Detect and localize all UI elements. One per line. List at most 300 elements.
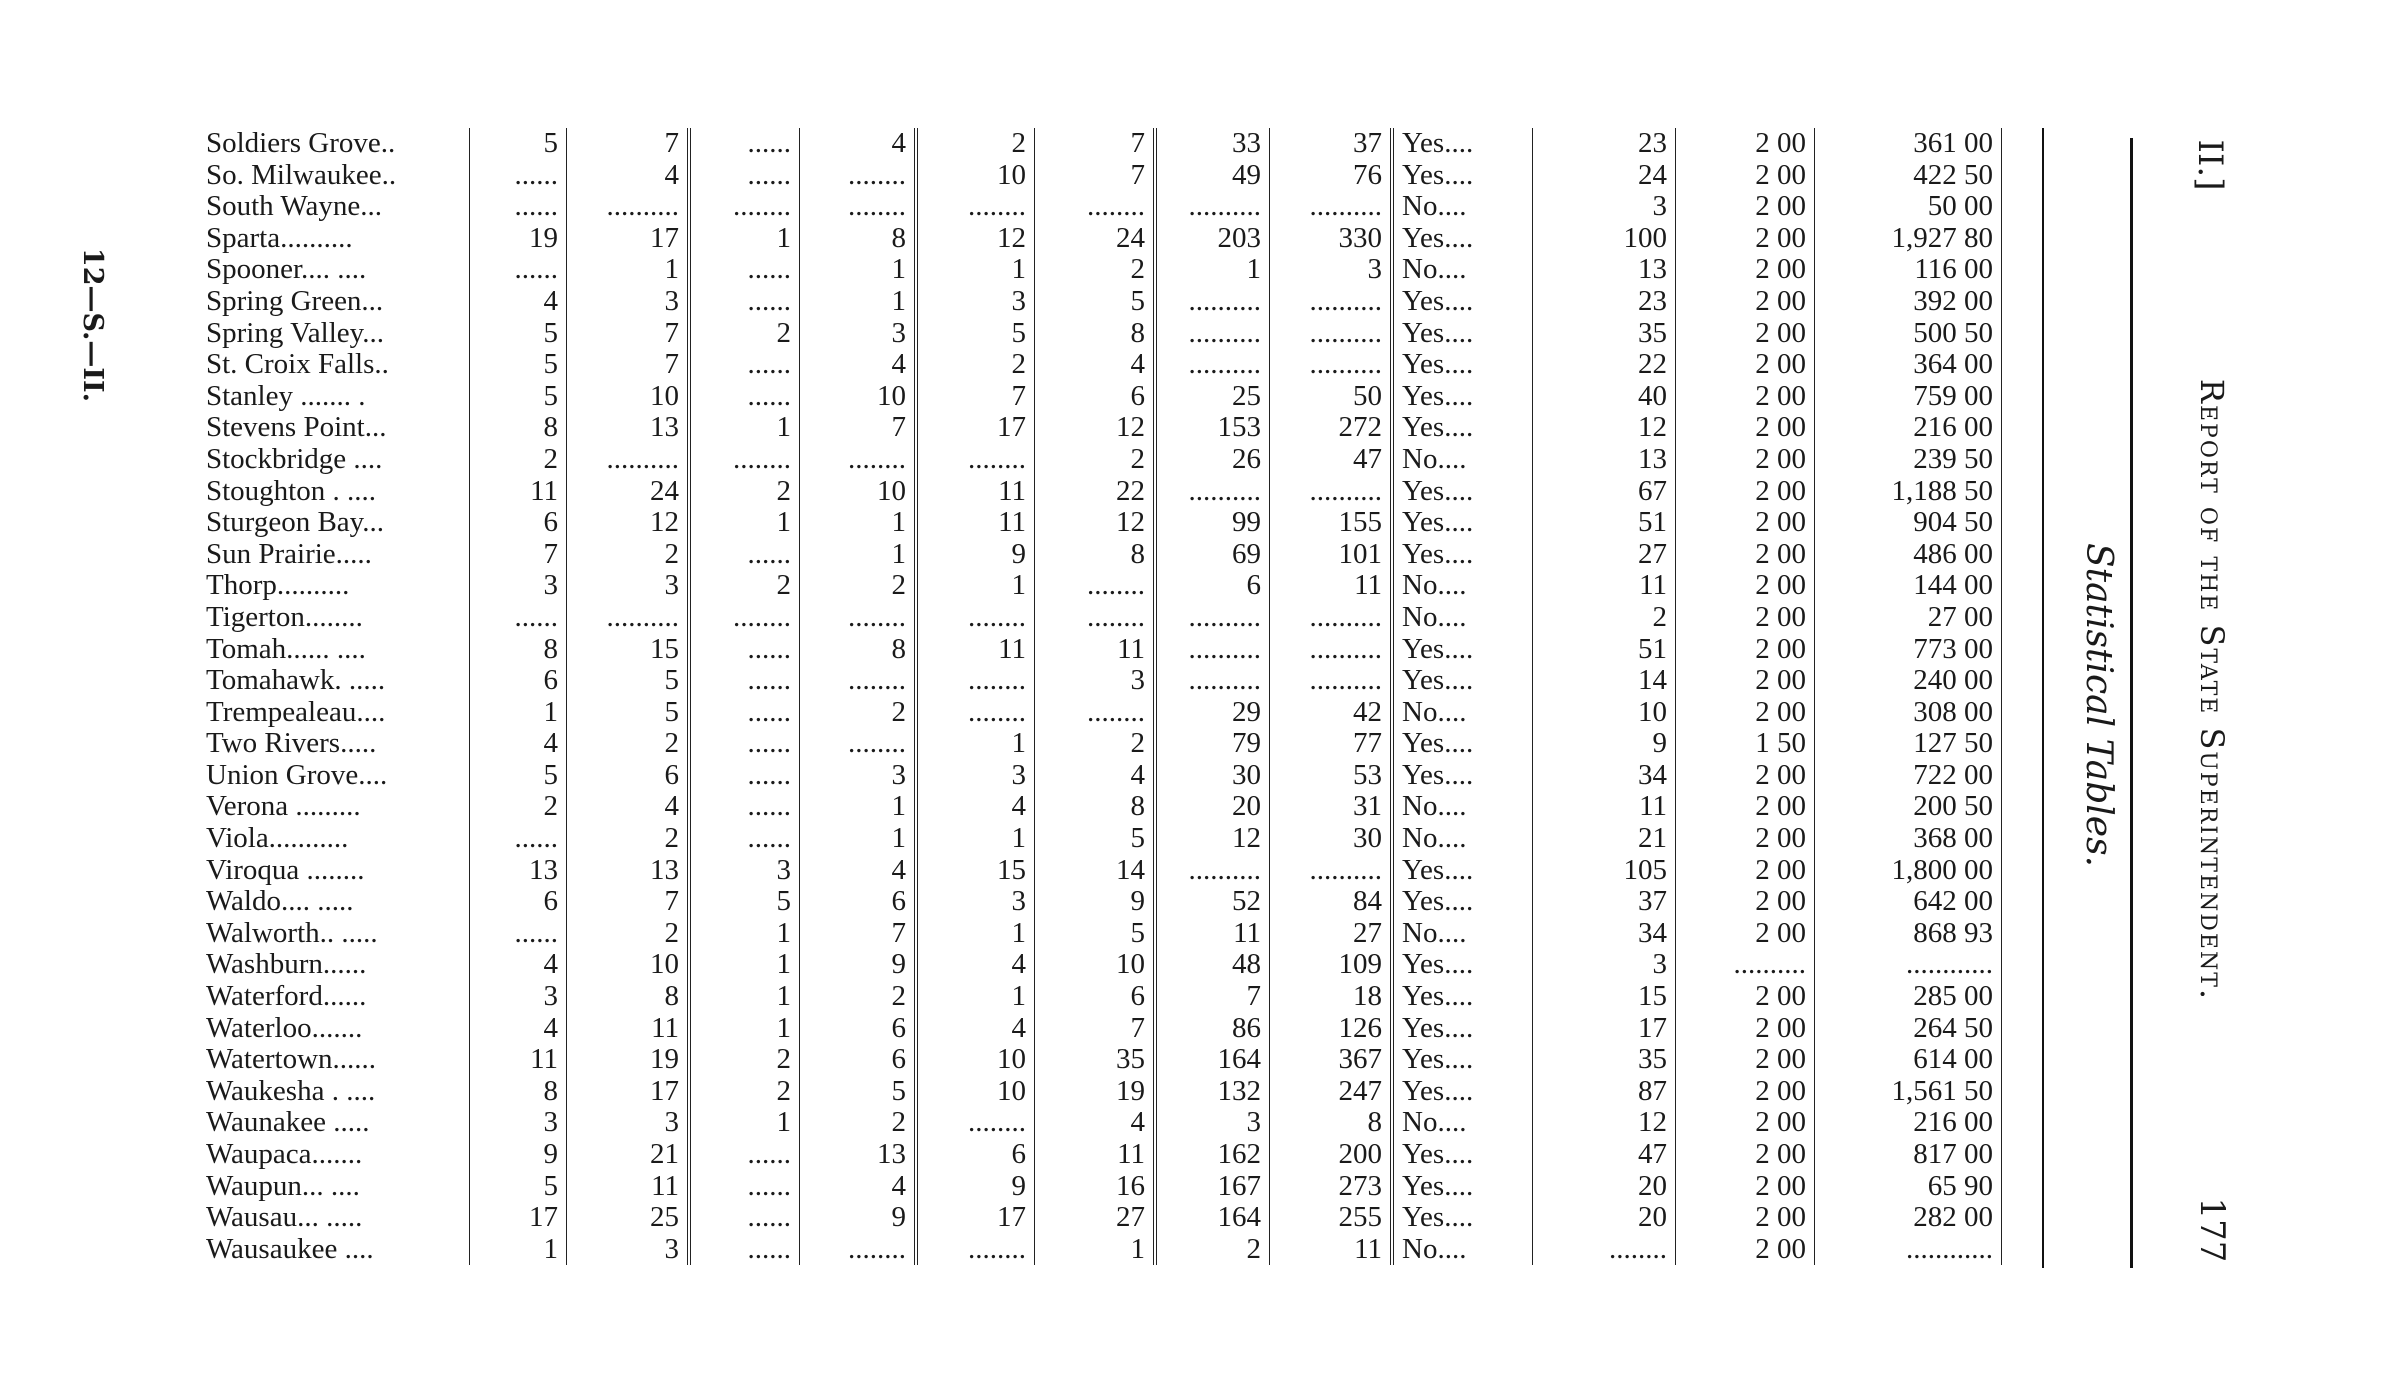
table-row	[200, 160, 2002, 192]
cell-col-10: 37	[1533, 886, 1676, 918]
cell-col-7: 12	[1155, 823, 1270, 855]
cell-rate: 2 00	[1676, 634, 1815, 666]
cell-col-1: 3	[470, 570, 567, 602]
header-rule	[2130, 138, 2133, 1268]
cell-col-4: 2	[800, 570, 917, 602]
table-row	[200, 318, 2002, 350]
town-name: Trempealeau....	[206, 695, 386, 728]
cell-col-2: 17	[567, 223, 690, 255]
cell-col-7: 164	[1155, 1202, 1270, 1234]
table-row	[200, 981, 2002, 1013]
cell-col-2: 8	[567, 981, 690, 1013]
cell-col-8: 30	[1270, 823, 1393, 855]
cell-col-7: 162	[1155, 1139, 1270, 1171]
cell-col-10: 20	[1533, 1202, 1676, 1234]
cell-col-10: 51	[1533, 634, 1676, 666]
cell-col-6: 8	[1035, 539, 1156, 571]
cell-col-8: 101	[1270, 539, 1393, 571]
cell-col-2: 3	[567, 570, 690, 602]
cell-col-10: 9	[1533, 728, 1676, 760]
cell-col-2: 5	[567, 697, 690, 729]
town-name: Sun Prairie.....	[206, 537, 372, 570]
cell-col-8: 53	[1270, 760, 1393, 792]
cell-col-6: 10	[1035, 949, 1156, 981]
cell-col-3: 2	[689, 1044, 800, 1076]
cell-col-8: ..........	[1270, 286, 1393, 318]
town-name: Spring Green...	[206, 284, 384, 317]
cell-col-8: 42	[1270, 697, 1393, 729]
cell-rate: 2 00	[1676, 602, 1815, 634]
cell-col-3: ......	[689, 381, 800, 413]
cell-col-3: 1	[689, 507, 800, 539]
cell-amount: 1,188 50	[1815, 476, 2002, 508]
cell-col-5: 10	[916, 1076, 1035, 1108]
cell-col-10: 27	[1533, 539, 1676, 571]
cell-col-6: 12	[1035, 412, 1156, 444]
town-name: Sturgeon Bay...	[206, 506, 385, 539]
cell-yes-no: Yes....	[1392, 349, 1533, 381]
cell-col-10: 11	[1533, 570, 1676, 602]
cell-col-10: 35	[1533, 318, 1676, 350]
cell-col-8: 27	[1270, 918, 1393, 950]
cell-amount: 368 00	[1815, 823, 2002, 855]
cell-col-7: ..........	[1155, 855, 1270, 887]
cell-col-4: 4	[800, 349, 917, 381]
cell-col-1: ......	[470, 823, 567, 855]
cell-col-7: 11	[1155, 918, 1270, 950]
vertical-rule	[2042, 128, 2044, 1268]
cell-col-4: 5	[800, 1076, 917, 1108]
cell-col-3: 1	[689, 949, 800, 981]
cell-amount: 817 00	[1815, 1139, 2002, 1171]
cell-amount: 308 00	[1815, 697, 2002, 729]
cell-col-6: 7	[1035, 128, 1156, 160]
cell-col-10: 34	[1533, 918, 1676, 950]
cell-col-8: 109	[1270, 949, 1393, 981]
cell-rate: 2 00	[1676, 128, 1815, 160]
cell-col-8: 272	[1270, 412, 1393, 444]
page-number: 177	[2192, 1197, 2232, 1263]
cell-col-8: 8	[1270, 1107, 1393, 1139]
cell-col-2: 1	[567, 254, 690, 286]
cell-col-8: 255	[1270, 1202, 1393, 1234]
cell-amount: 642 00	[1815, 886, 2002, 918]
cell-col-5: 4	[916, 949, 1035, 981]
table-row	[200, 728, 2002, 760]
cell-col-10: 87	[1533, 1076, 1676, 1108]
cell-col-5: 10	[916, 160, 1035, 192]
cell-amount: 904 50	[1815, 507, 2002, 539]
cell-col-1: 7	[470, 539, 567, 571]
cell-col-8: 247	[1270, 1076, 1393, 1108]
cell-col-3: ........	[689, 191, 800, 223]
cell-col-7: ..........	[1155, 286, 1270, 318]
cell-col-8: 84	[1270, 886, 1393, 918]
cell-amount: 239 50	[1815, 444, 2002, 476]
cell-col-5: 17	[916, 1202, 1035, 1234]
cell-col-3: ......	[689, 1171, 800, 1203]
table-row	[200, 539, 2002, 571]
cell-col-10: 15	[1533, 981, 1676, 1013]
cell-amount: 216 00	[1815, 412, 2002, 444]
cell-col-2: 21	[567, 1139, 690, 1171]
cell-amount: ............	[1815, 1234, 2002, 1266]
cell-col-3: 2	[689, 318, 800, 350]
cell-amount: 486 00	[1815, 539, 2002, 571]
cell-col-10: 11	[1533, 791, 1676, 823]
cell-col-5: 3	[916, 286, 1035, 318]
cell-col-4: 1	[800, 286, 917, 318]
cell-col-8: 50	[1270, 381, 1393, 413]
cell-col-1: 4	[470, 728, 567, 760]
cell-col-10: 23	[1533, 128, 1676, 160]
cell-col-8: 330	[1270, 223, 1393, 255]
table-row	[200, 602, 2002, 634]
cell-col-1: ......	[470, 602, 567, 634]
cell-col-2: 2	[567, 539, 690, 571]
cell-col-2: ..........	[567, 191, 690, 223]
cell-rate: 2 00	[1676, 1139, 1815, 1171]
cell-col-2: 25	[567, 1202, 690, 1234]
cell-col-8: 273	[1270, 1171, 1393, 1203]
cell-col-5: 3	[916, 760, 1035, 792]
cell-amount: 282 00	[1815, 1202, 2002, 1234]
table-row	[200, 254, 2002, 286]
cell-col-6: 4	[1035, 349, 1156, 381]
town-name: Tigerton........	[206, 600, 363, 633]
town-name: Walworth.. .....	[206, 916, 378, 949]
cell-col-10: 34	[1533, 760, 1676, 792]
cell-col-3: 2	[689, 570, 800, 602]
cell-col-6: 8	[1035, 318, 1156, 350]
cell-amount: 50 00	[1815, 191, 2002, 223]
cell-col-2: 7	[567, 128, 690, 160]
cell-col-8: ..........	[1270, 634, 1393, 666]
cell-col-7: ..........	[1155, 349, 1270, 381]
table-row	[200, 223, 2002, 255]
cell-col-6: 12	[1035, 507, 1156, 539]
town-name: Tomahawk. .....	[206, 664, 386, 697]
cell-col-6: 7	[1035, 1013, 1156, 1045]
cell-col-6: 4	[1035, 760, 1156, 792]
cell-yes-no: Yes....	[1392, 223, 1533, 255]
cell-amount: 240 00	[1815, 665, 2002, 697]
cell-col-1: 4	[470, 1013, 567, 1045]
cell-col-2: 11	[567, 1013, 690, 1045]
cell-col-8: 155	[1270, 507, 1393, 539]
cell-amount: 1,927 80	[1815, 223, 2002, 255]
town-name: Wausau... .....	[206, 1201, 363, 1234]
cell-col-1: 6	[470, 665, 567, 697]
cell-col-1: 9	[470, 1139, 567, 1171]
cell-amount: 65 90	[1815, 1171, 2002, 1203]
cell-amount: 216 00	[1815, 1107, 2002, 1139]
cell-col-7: 52	[1155, 886, 1270, 918]
cell-col-3: ........	[689, 444, 800, 476]
cell-col-6: ........	[1035, 570, 1156, 602]
cell-col-10: 21	[1533, 823, 1676, 855]
table-row	[200, 1202, 2002, 1234]
cell-col-8: ..........	[1270, 665, 1393, 697]
cell-col-5: 1	[916, 254, 1035, 286]
cell-col-10: 51	[1533, 507, 1676, 539]
cell-col-4: 6	[800, 1013, 917, 1045]
cell-col-4: 3	[800, 760, 917, 792]
cell-yes-no: No....	[1392, 697, 1533, 729]
cell-col-7: 26	[1155, 444, 1270, 476]
cell-col-6: 8	[1035, 791, 1156, 823]
cell-col-3: 5	[689, 886, 800, 918]
cell-yes-no: Yes....	[1392, 1139, 1533, 1171]
cell-yes-no: Yes....	[1392, 855, 1533, 887]
cell-col-4: ........	[800, 191, 917, 223]
cell-col-10: 20	[1533, 1171, 1676, 1203]
cell-col-7: 153	[1155, 412, 1270, 444]
table-row	[200, 1107, 2002, 1139]
cell-col-2: 4	[567, 160, 690, 192]
cell-amount: 200 50	[1815, 791, 2002, 823]
cell-rate: 2 00	[1676, 760, 1815, 792]
cell-col-7: 132	[1155, 1076, 1270, 1108]
cell-col-5: ........	[916, 602, 1035, 634]
cell-rate: 2 00	[1676, 823, 1815, 855]
town-name: South Wayne...	[206, 190, 382, 223]
cell-col-10: 2	[1533, 602, 1676, 634]
cell-col-7: ..........	[1155, 665, 1270, 697]
cell-rate: 2 00	[1676, 160, 1815, 192]
cell-rate: 2 00	[1676, 254, 1815, 286]
cell-amount: 392 00	[1815, 286, 2002, 318]
cell-col-3: 1	[689, 918, 800, 950]
cell-col-5: 5	[916, 318, 1035, 350]
cell-col-5: 15	[916, 855, 1035, 887]
cell-col-4: 10	[800, 381, 917, 413]
cell-col-1: 5	[470, 381, 567, 413]
cell-col-6: 14	[1035, 855, 1156, 887]
cell-col-3: 3	[689, 855, 800, 887]
cell-yes-no: Yes....	[1392, 476, 1533, 508]
cell-col-10: 10	[1533, 697, 1676, 729]
cell-col-1: 5	[470, 349, 567, 381]
cell-amount: 285 00	[1815, 981, 2002, 1013]
cell-col-4: 2	[800, 697, 917, 729]
cell-col-3: ......	[689, 728, 800, 760]
cell-col-7: 164	[1155, 1044, 1270, 1076]
cell-amount: 773 00	[1815, 634, 2002, 666]
cell-col-8: 200	[1270, 1139, 1393, 1171]
table-row	[200, 1171, 2002, 1203]
cell-rate: 2 00	[1676, 1202, 1815, 1234]
cell-col-7: 7	[1155, 981, 1270, 1013]
cell-col-10: 12	[1533, 1107, 1676, 1139]
town-name: Waukesha . ....	[206, 1074, 376, 1107]
cell-col-2: 3	[567, 286, 690, 318]
cell-amount: 1,561 50	[1815, 1076, 2002, 1108]
cell-col-10: 17	[1533, 1013, 1676, 1045]
cell-col-4: ........	[800, 665, 917, 697]
cell-rate: 2 00	[1676, 1013, 1815, 1045]
town-name: Waunakee .....	[206, 1106, 370, 1139]
cell-col-7: 20	[1155, 791, 1270, 823]
town-name: Stoughton . ....	[206, 474, 376, 507]
cell-col-2: 7	[567, 886, 690, 918]
cell-col-5: 7	[916, 381, 1035, 413]
header-part-number: II.]	[2190, 139, 2230, 191]
cell-col-4: 1	[800, 791, 917, 823]
cell-col-7: ..........	[1155, 476, 1270, 508]
cell-col-6: 5	[1035, 823, 1156, 855]
cell-col-7: 69	[1155, 539, 1270, 571]
cell-col-3: ......	[689, 791, 800, 823]
cell-yes-no: No....	[1392, 1107, 1533, 1139]
cell-yes-no: Yes....	[1392, 412, 1533, 444]
town-name: Viroqua ........	[206, 853, 365, 886]
cell-yes-no: Yes....	[1392, 128, 1533, 160]
cell-col-6: 3	[1035, 665, 1156, 697]
cell-col-4: ........	[800, 444, 917, 476]
cell-col-4: 4	[800, 1171, 917, 1203]
cell-amount: 116 00	[1815, 254, 2002, 286]
cell-col-2: 13	[567, 412, 690, 444]
cell-col-10: 22	[1533, 349, 1676, 381]
cell-col-5: 12	[916, 223, 1035, 255]
cell-col-6: 7	[1035, 160, 1156, 192]
cell-col-4: 2	[800, 1107, 917, 1139]
cell-amount: 868 93	[1815, 918, 2002, 950]
signature-mark: 12—S.—II.	[77, 247, 108, 403]
cell-col-6: 6	[1035, 981, 1156, 1013]
table-row	[200, 855, 2002, 887]
cell-col-6: 2	[1035, 444, 1156, 476]
town-name: Waupun... ....	[206, 1169, 360, 1202]
town-name: Sparta..........	[206, 221, 353, 254]
cell-rate: 2 00	[1676, 444, 1815, 476]
cell-col-5: 1	[916, 823, 1035, 855]
cell-yes-no: No....	[1392, 918, 1533, 950]
cell-col-5: 4	[916, 1013, 1035, 1045]
cell-col-7: 29	[1155, 697, 1270, 729]
cell-rate: 2 00	[1676, 286, 1815, 318]
table-row	[200, 949, 2002, 981]
cell-col-7: ..........	[1155, 318, 1270, 350]
cell-col-6: 22	[1035, 476, 1156, 508]
cell-col-1: 8	[470, 412, 567, 444]
table-row	[200, 823, 2002, 855]
town-name: Union Grove....	[206, 758, 388, 791]
cell-col-3: 1	[689, 981, 800, 1013]
cell-col-3: ......	[689, 254, 800, 286]
cell-col-1: 13	[470, 855, 567, 887]
table-row	[200, 760, 2002, 792]
cell-col-8: 11	[1270, 570, 1393, 602]
cell-col-3: ........	[689, 602, 800, 634]
cell-rate: 2 00	[1676, 318, 1815, 350]
cell-col-5: 6	[916, 1139, 1035, 1171]
cell-col-10: 3	[1533, 949, 1676, 981]
cell-amount: 614 00	[1815, 1044, 2002, 1076]
cell-yes-no: No....	[1392, 1234, 1533, 1266]
table-row	[200, 1139, 2002, 1171]
cell-col-7: 33	[1155, 128, 1270, 160]
cell-rate: 2 00	[1676, 539, 1815, 571]
table-row	[200, 349, 2002, 381]
cell-col-10: 13	[1533, 254, 1676, 286]
table-row	[200, 128, 2002, 160]
cell-col-4: 13	[800, 1139, 917, 1171]
cell-rate: 2 00	[1676, 1044, 1815, 1076]
cell-yes-no: Yes....	[1392, 665, 1533, 697]
cell-col-4: 8	[800, 223, 917, 255]
cell-col-1: 11	[470, 1044, 567, 1076]
table-row	[200, 570, 2002, 602]
cell-col-1: 1	[470, 697, 567, 729]
cell-col-1: 5	[470, 1171, 567, 1203]
cell-rate: 2 00	[1676, 349, 1815, 381]
cell-col-1: 17	[470, 1202, 567, 1234]
cell-col-5: ........	[916, 697, 1035, 729]
cell-col-8: 11	[1270, 1234, 1393, 1266]
cell-col-2: 2	[567, 823, 690, 855]
cell-yes-no: Yes....	[1392, 318, 1533, 350]
town-name: Stevens Point...	[206, 411, 387, 444]
statistical-table	[200, 128, 2002, 1265]
cell-col-7: 79	[1155, 728, 1270, 760]
cell-col-8: 126	[1270, 1013, 1393, 1045]
cell-col-5: 9	[916, 539, 1035, 571]
town-name: Watertown......	[206, 1043, 377, 1076]
cell-col-7: 6	[1155, 570, 1270, 602]
cell-col-2: 17	[567, 1076, 690, 1108]
cell-col-1: 5	[470, 128, 567, 160]
cell-col-6: 5	[1035, 286, 1156, 318]
cell-rate: 1 50	[1676, 728, 1815, 760]
cell-amount: 127 50	[1815, 728, 2002, 760]
cell-col-3: ......	[689, 760, 800, 792]
cell-yes-no: Yes....	[1392, 381, 1533, 413]
cell-col-3: 1	[689, 412, 800, 444]
cell-col-2: 10	[567, 949, 690, 981]
town-name: Two Rivers.....	[206, 727, 377, 760]
cell-col-7: 25	[1155, 381, 1270, 413]
cell-col-3: ......	[689, 1202, 800, 1234]
cell-col-3: 1	[689, 1013, 800, 1045]
cell-yes-no: Yes....	[1392, 886, 1533, 918]
running-header-title: Report of the State Superintendent.	[2193, 378, 2231, 1002]
cell-col-1: 8	[470, 1076, 567, 1108]
cell-col-10: 47	[1533, 1139, 1676, 1171]
cell-col-8: 367	[1270, 1044, 1393, 1076]
cell-col-8: 18	[1270, 981, 1393, 1013]
town-name: Verona .........	[206, 790, 361, 823]
cell-col-8: ..........	[1270, 318, 1393, 350]
cell-rate: 2 00	[1676, 886, 1815, 918]
cell-col-1: 8	[470, 634, 567, 666]
cell-col-6: 11	[1035, 1139, 1156, 1171]
cell-col-3: 1	[689, 1107, 800, 1139]
cell-col-3: ......	[689, 349, 800, 381]
cell-yes-no: No....	[1392, 254, 1533, 286]
town-name: Waterford......	[206, 980, 367, 1013]
cell-col-5: 1	[916, 728, 1035, 760]
cell-rate: 2 00	[1676, 918, 1815, 950]
cell-col-5: 1	[916, 981, 1035, 1013]
town-name: Soldiers Grove..	[206, 127, 396, 159]
cell-amount: 500 50	[1815, 318, 2002, 350]
cell-yes-no: No....	[1392, 444, 1533, 476]
cell-col-2: 5	[567, 665, 690, 697]
cell-col-1: ......	[470, 191, 567, 223]
cell-amount: 27 00	[1815, 602, 2002, 634]
